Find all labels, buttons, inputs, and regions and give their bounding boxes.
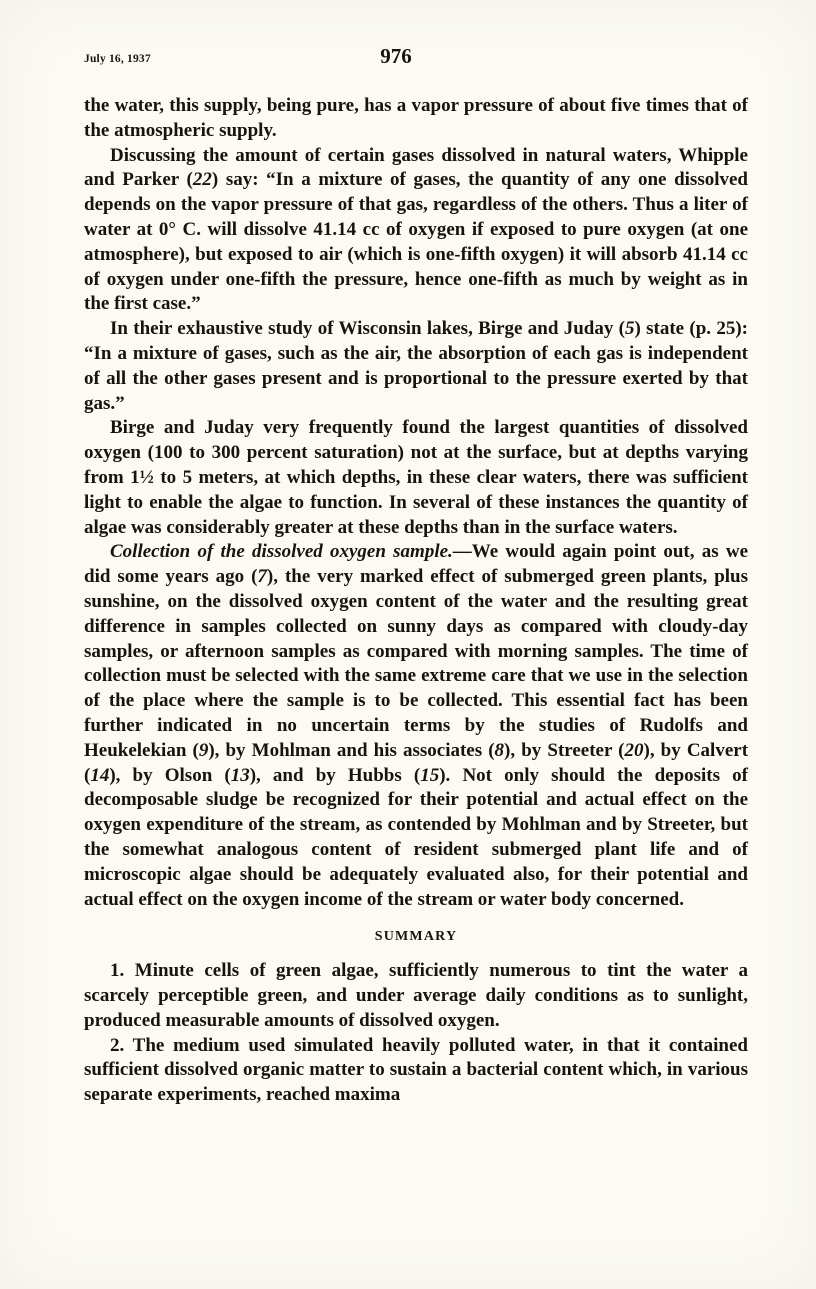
paragraph (84, 94, 748, 144)
section-heading: SUMMARY (374, 929, 458, 945)
text-run: ), the very marked effect of submerged green plants, plus sunshine, on the dissolved oxygen content of the water and the resulting great difference in samples collected on sunny days as compared with cloudy-day samples, or afternoon samples as compared with morning samples. The time of collection must be selected with the same extreme care that we use in the selection of the place where the sample is to be collected. This essential fact has been further indicated in no uncertain terms by the studies of Rudolfs and Heukelekian ( (84, 566, 749, 761)
text-run: ), by Mohlman and his associates ( (208, 739, 495, 761)
text-run: ), by Calvert ( (84, 739, 749, 786)
paragraph (84, 144, 748, 318)
italic-text-run: 5 (624, 318, 635, 340)
text-run: ), by Olson ( (109, 764, 231, 786)
text-run: ), and by Hubbs ( (249, 764, 421, 786)
text-run: ), by Streeter ( (504, 739, 625, 761)
text-run: 1. Minute cells of green algae, sufficiently numerous to tint the water a scarcely perceptible green, and under average daily conditions as to sunlight, produced measurable amounts of dissolved oxygen. (84, 960, 748, 1031)
paragraph (84, 416, 748, 540)
text-run: 2. The medium used simulated heavily polluted water, in that it contained sufficient dissolved organic matter to sustain a bacterial content which, in various separate experiments, reached maxima (84, 1034, 748, 1106)
paragraph (84, 317, 748, 416)
paragraph (84, 1034, 748, 1108)
text-run: —We would again point out, as we did some years ago ( (84, 541, 749, 588)
text-run: In their exhaustive study of Wisconsin lakes, Birge and Juday ( (110, 318, 625, 340)
text-run: ). Not only should the deposits of decomposable sludge be recognized for their potential and actual effect on the oxygen expenditure of the stream, as contended by Mohlman and by Streeter, but the somewhat analogous content of resident submerged plant life and of microscopic algae should be adequately evaluated also, for their potential and actual effect on the oxygen income of the stream or water body concerned. (84, 764, 748, 910)
italic-text-run: 22 (192, 169, 212, 191)
italic-text-run: 7 (257, 566, 267, 588)
italic-text-run: 20 (624, 739, 644, 761)
italic-text-run: 9 (198, 739, 209, 761)
italic-text-run: 15 (420, 764, 440, 786)
page-header (84, 44, 748, 70)
italic-text-run: 8 (494, 739, 505, 761)
italic-text-run: 13 (230, 764, 250, 786)
italic-text-run: Collection of the dissolved oxygen sample. (110, 541, 453, 563)
body-content (84, 94, 748, 1108)
text-run: Birge and Juday very frequently found the largest quantities of dissolved oxygen (100 to 300 percent saturation) not at the surface, but at depths varying from 1½ to 5 meters, at which depths, in these clear waters, there was sufficient light to enable the algae to function. In several of these instances the quantity of algae was considerably greater at these depths than in the surface waters. (84, 417, 748, 538)
issue-date: July 16, 1937 (84, 53, 151, 65)
paragraph (84, 959, 748, 1033)
paragraph (84, 540, 748, 912)
italic-text-run: 14 (90, 764, 110, 786)
text-run: the water, this supply, being pure, has a vapor pressure of about five times that of the atmospheric supply. (84, 95, 748, 141)
page-number: 976 (380, 44, 412, 68)
text-run: ) say: “In a mixture of gases, the quantity of any one dissolved depends on the vapor pressure of that gas, regardless of the others. Thus a liter of water at 0° C. will dissolve 41.14 cc of oxygen if exposed to pure oxygen (at one atmosphere), but exposed to air (which is one-fifth oxygen) it will absorb 41.14 cc of oxygen under one-fifth the pressure, hence one-fifth as much by weight as in the first case.” (84, 169, 748, 315)
text-run: ) state (p. 25): “In a mixture of gases, such as the air, the absorption of each gas is independent of all the other gases present and is proportional to the pressure exerted by that gas.” (84, 318, 748, 414)
text-run: Discussing the amount of certain gases dissolved in natural waters, Whipple and Parker ( (84, 144, 748, 191)
